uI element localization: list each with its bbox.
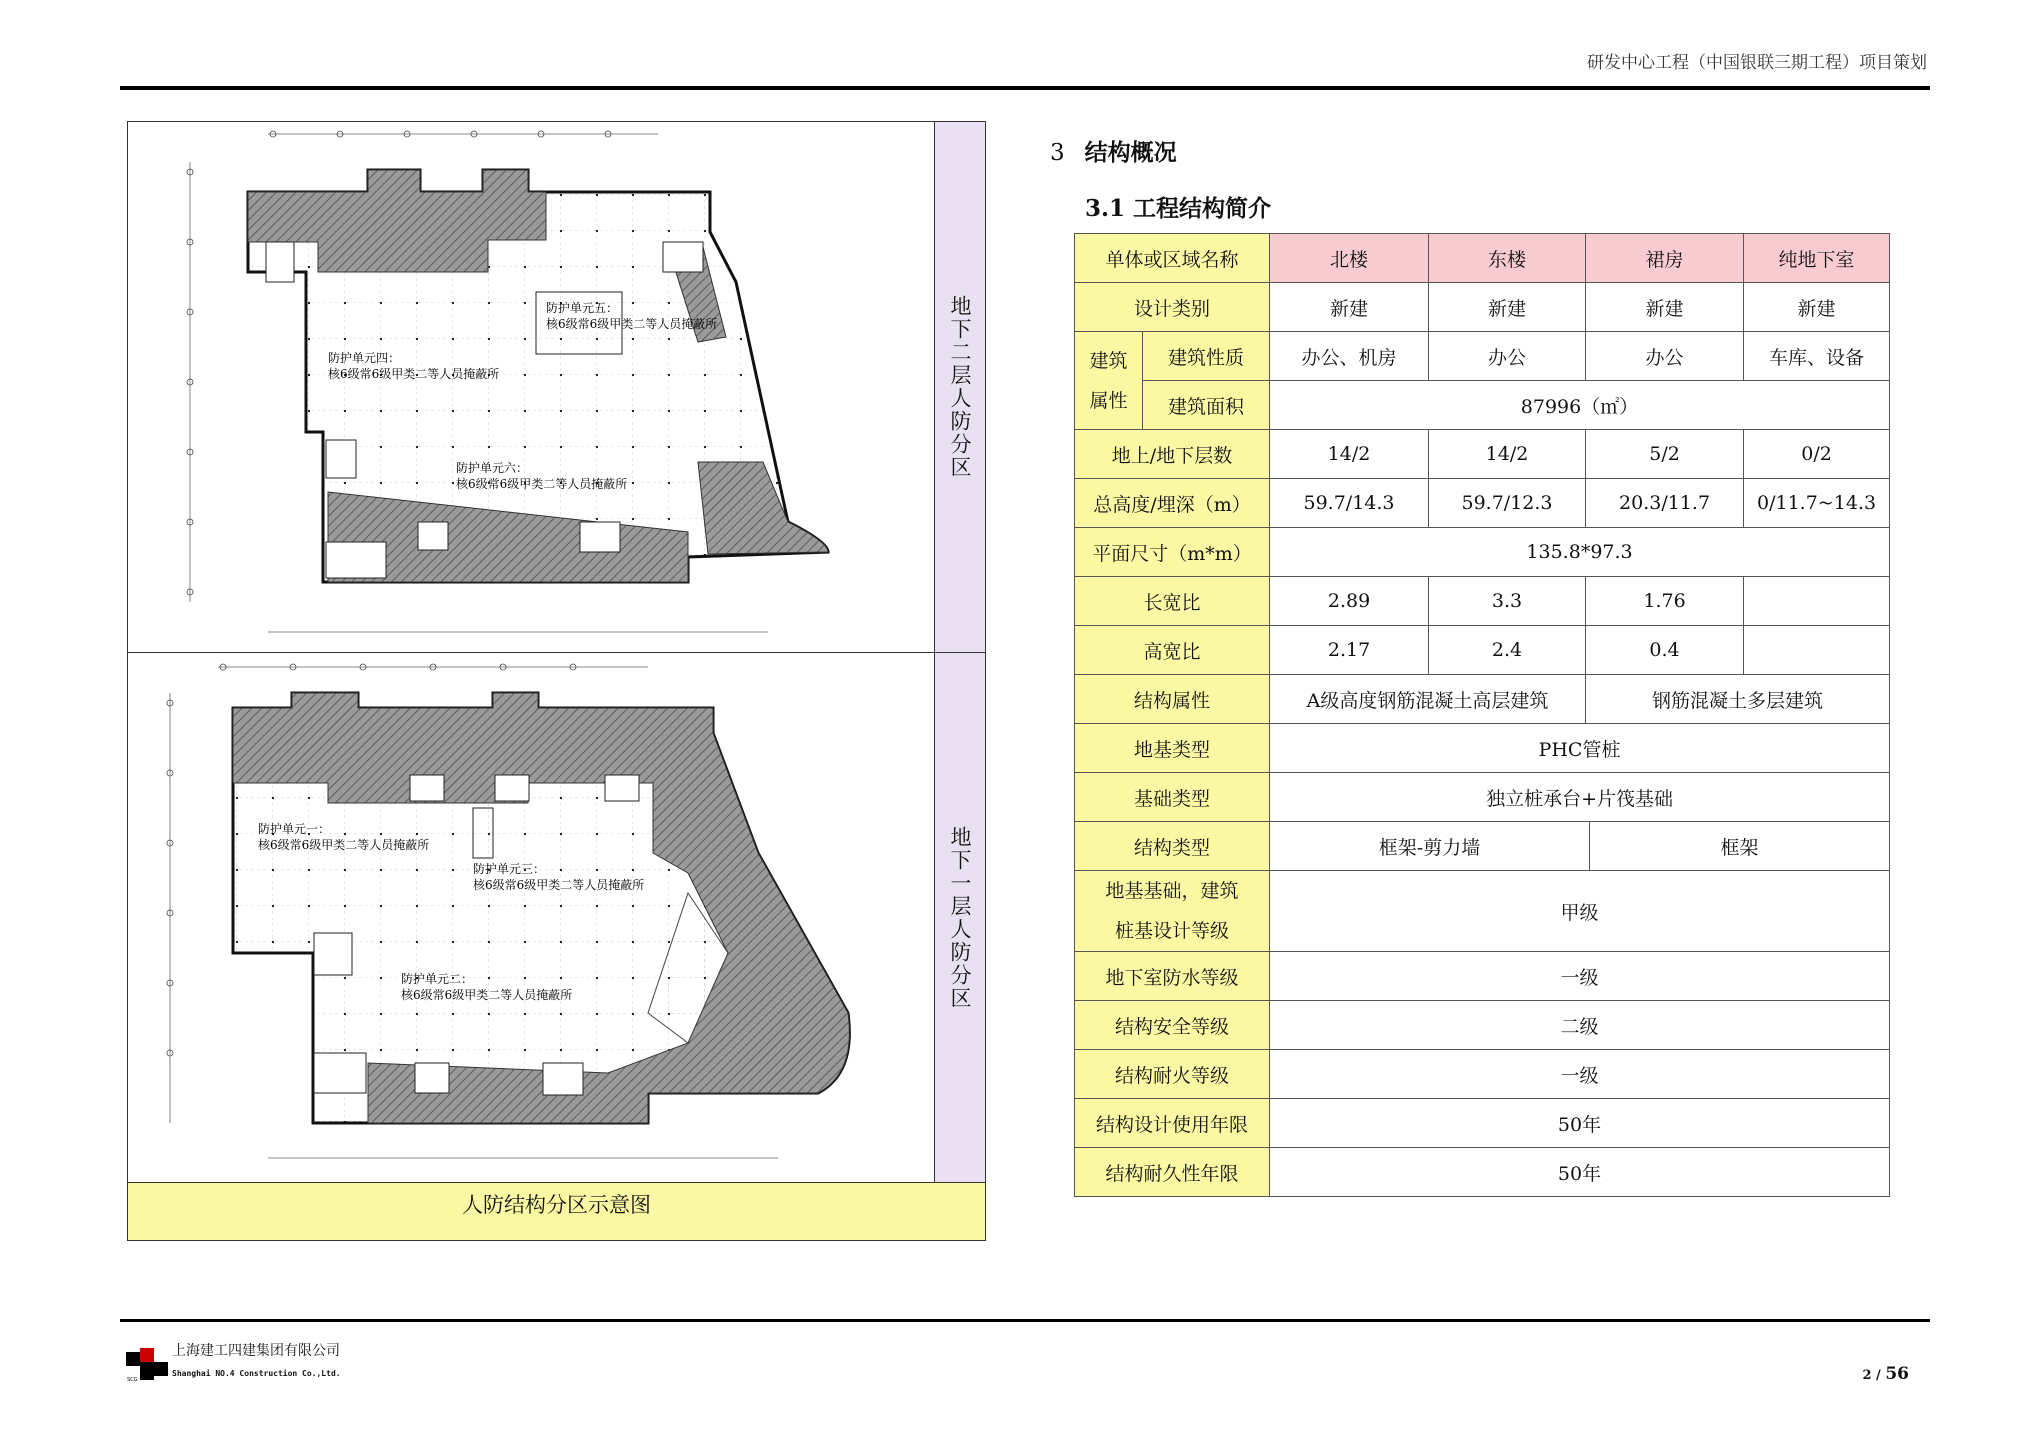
table-cell: 5/2	[1586, 430, 1744, 479]
table-row	[1075, 1001, 1890, 1050]
table-cell: 框架-剪力墙	[1270, 822, 1590, 871]
table-cell: 办公、机房	[1270, 332, 1429, 381]
page-separator: /	[1871, 1368, 1886, 1383]
row-label-struct-attr: 结构属性	[1075, 675, 1270, 724]
section-number: 3	[1050, 140, 1065, 166]
row-label-durability: 结构耐久性年限	[1075, 1148, 1270, 1197]
row-label-height: 总高度/埋深（m）	[1075, 479, 1270, 528]
upper-unit-4-title: 防护单元四：	[328, 351, 401, 365]
table-cell: 二级	[1270, 1001, 1890, 1050]
row-label-height-width: 高宽比	[1075, 626, 1270, 675]
footer-rule	[120, 1319, 1930, 1322]
page-total: 56	[1885, 1364, 1909, 1384]
table-row	[1075, 1050, 1890, 1099]
basement-1-label-text: 地下一层人防分区	[948, 825, 972, 1010]
table-row	[1075, 724, 1890, 773]
basement-1-side-label	[935, 653, 985, 1182]
table-cell	[1744, 626, 1890, 675]
table-cell: 一级	[1270, 952, 1890, 1001]
company-logo-icon	[126, 1348, 170, 1382]
table-cell: 0/2	[1744, 430, 1890, 479]
header-cell-podium: 裙房	[1586, 234, 1744, 283]
basement-2-label-text: 地下二层人防分区	[948, 295, 972, 479]
company-name-en: Shanghai NO.4 Construction Co.,Ltd.	[172, 1369, 341, 1378]
row-label-plan-size: 平面尺寸（m*m）	[1075, 528, 1270, 577]
table-row	[1075, 871, 1890, 952]
row-label-aspect: 长宽比	[1075, 577, 1270, 626]
table-cell: 钢筋混凝土多层建筑	[1586, 675, 1890, 724]
table-row	[1075, 577, 1890, 626]
row-label-struct-type: 结构类型	[1075, 822, 1270, 871]
table-row	[1075, 1099, 1890, 1148]
table-cell: 2.89	[1270, 577, 1429, 626]
page-number	[1862, 1364, 1909, 1384]
table-header-row	[1075, 234, 1890, 283]
upper-unit-6-desc: 核6级常6级甲类二等人员掩蔽所	[456, 477, 628, 491]
company-name-cn: 上海建工四建集团有限公司	[172, 1343, 340, 1359]
table-cell	[1744, 577, 1890, 626]
table-cell: 14/2	[1270, 430, 1429, 479]
upper-unit-5-title: 防护单元五：	[546, 301, 619, 315]
foundation-grade-label-1: 地基基础，建筑	[1105, 880, 1239, 902]
section-title: 结构概况	[1084, 139, 1177, 166]
table-cell: 新建	[1270, 283, 1429, 332]
row-label-design-type: 设计类别	[1075, 283, 1270, 332]
lower-unit-2-title: 防护单元二：	[401, 972, 474, 986]
table-row	[1075, 1148, 1890, 1197]
lower-unit-2-desc: 核6级常6级甲类二等人员掩蔽所	[401, 988, 573, 1002]
table-row	[1075, 675, 1890, 724]
table-cell: 办公	[1586, 332, 1744, 381]
table-cell: 甲级	[1270, 871, 1890, 952]
basement-1-floor-plan	[128, 653, 934, 1182]
table-cell: 独立桩承台+片筏基础	[1270, 773, 1890, 822]
table-row	[1075, 773, 1890, 822]
row-group-building-attr	[1075, 332, 1143, 430]
upper-unit-4-desc: 核6级常6级甲类二等人员掩蔽所	[328, 367, 500, 381]
table-row	[1075, 952, 1890, 1001]
row-label-fire: 结构耐火等级	[1075, 1050, 1270, 1099]
table-cell: 2.4	[1429, 626, 1586, 675]
company-logo-text: SCG	[127, 1377, 138, 1382]
table-row	[1075, 381, 1890, 430]
table-row	[1075, 626, 1890, 675]
civil-defense-figure	[127, 121, 986, 1241]
row-label-building-nature: 建筑性质	[1143, 332, 1270, 381]
table-cell: A级高度钢筋混凝土高层建筑	[1270, 675, 1586, 724]
lower-unit-3-title: 防护单元三：	[473, 862, 546, 876]
building-attr-label-2: 属性	[1089, 389, 1128, 412]
row-label-foundation-grade	[1075, 871, 1270, 952]
figure-caption: 人防结构分区示意图	[128, 1183, 985, 1240]
table-cell: 一级	[1270, 1050, 1890, 1099]
table-row	[1075, 528, 1890, 577]
page-header-title: 研发中心工程（中国银联三期工程）项目策划	[1587, 53, 1927, 73]
table-cell: 新建	[1586, 283, 1744, 332]
table-row	[1075, 479, 1890, 528]
foundation-grade-label-2: 桩基设计等级	[1115, 920, 1230, 942]
table-cell: 2.17	[1270, 626, 1429, 675]
table-cell: 14/2	[1429, 430, 1586, 479]
header-rule	[120, 86, 1930, 90]
section-heading	[1050, 134, 1177, 167]
row-label-building-area: 建筑面积	[1143, 381, 1270, 430]
subsection-heading: 3.1 工程结构简介	[1085, 195, 1272, 222]
header-cell-basement: 纯地下室	[1744, 234, 1890, 283]
table-cell: 办公	[1429, 332, 1586, 381]
building-attr-label-1: 建筑	[1089, 349, 1128, 372]
upper-unit-6-title: 防护单元六：	[456, 461, 529, 475]
table-row	[1075, 430, 1890, 479]
header-cell-east: 东楼	[1429, 234, 1586, 283]
basement-2-side-label	[935, 122, 985, 652]
lower-unit-1-desc: 核6级常6级甲类二等人员掩蔽所	[258, 838, 430, 852]
upper-hatch-southeast	[698, 462, 828, 554]
table-cell: 50年	[1270, 1099, 1890, 1148]
row-label-base-type: 基础类型	[1075, 773, 1270, 822]
row-label-service-life: 结构设计使用年限	[1075, 1099, 1270, 1148]
header-cell-name: 单体或区域名称	[1075, 234, 1270, 283]
table-cell: 59.7/12.3	[1429, 479, 1586, 528]
table-cell: 50年	[1270, 1148, 1890, 1197]
table-cell: 框架	[1590, 822, 1890, 871]
page-current: 2	[1862, 1368, 1872, 1383]
table-cell: 87996（㎡）	[1270, 381, 1890, 430]
table-cell: 车库、设备	[1744, 332, 1890, 381]
figure-horizontal-divider	[128, 652, 985, 653]
table-cell: 59.7/14.3	[1270, 479, 1429, 528]
basement-2-floor-plan	[128, 122, 934, 652]
table-cell: 135.8*97.3	[1270, 528, 1890, 577]
lower-unit-1-title: 防护单元一：	[258, 822, 331, 836]
header-cell-north: 北楼	[1270, 234, 1429, 283]
row-label-foundation-type: 地基类型	[1075, 724, 1270, 773]
structure-spec-table	[1074, 233, 1890, 1197]
table-cell: 0.4	[1586, 626, 1744, 675]
row-label-safety: 结构安全等级	[1075, 1001, 1270, 1050]
row-label-floors: 地上/地下层数	[1075, 430, 1270, 479]
table-cell: 1.76	[1586, 577, 1744, 626]
table-cell: 3.3	[1429, 577, 1586, 626]
table-cell: 新建	[1429, 283, 1586, 332]
table-cell: 20.3/11.7	[1586, 479, 1744, 528]
upper-unit-5-desc: 核6级常6级甲类二等人员掩蔽所	[546, 317, 718, 331]
table-cell: 0/11.7~14.3	[1744, 479, 1890, 528]
table-cell: PHC管桩	[1270, 724, 1890, 773]
table-row	[1075, 822, 1890, 871]
row-label-waterproof: 地下室防水等级	[1075, 952, 1270, 1001]
table-row	[1075, 283, 1890, 332]
lower-unit-3-desc: 核6级常6级甲类二等人员掩蔽所	[473, 878, 645, 892]
table-cell: 新建	[1744, 283, 1890, 332]
table-row	[1075, 332, 1890, 381]
